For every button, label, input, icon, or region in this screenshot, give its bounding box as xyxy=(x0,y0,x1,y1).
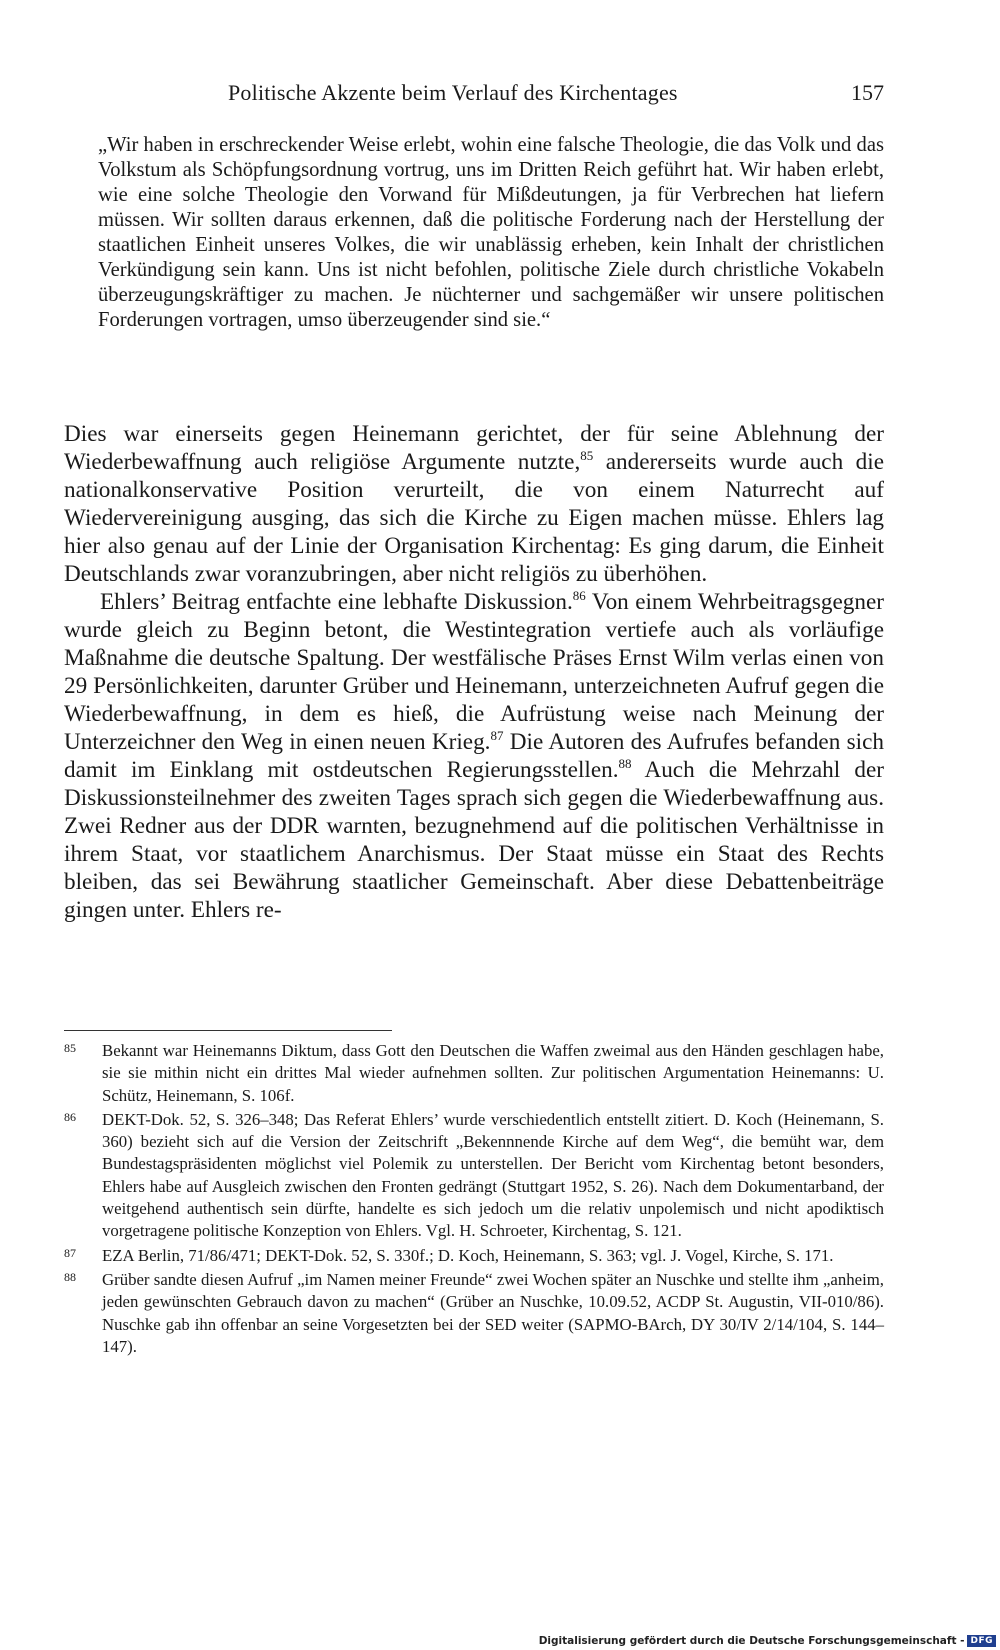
main-text xyxy=(64,420,884,924)
footnote-text: Grüber sandte diesen Aufruf „im Namen meiner Freunde“ zwei Wochen später an Nuschke und stellte ihm „anheim, jeden gewünschten Gebrauch davon zu machen“ (Grüber an Nuschke, 10.09.52, ACDP St. Augustin, VII-010/86). Nuschke gab ihn offenbar an seine Vorgesetzten bei der SED weiter (SAPMO-BArch, DY 30/IV 2/14/104, S. 144–147). xyxy=(102,1269,884,1356)
dfg-logo: DFG xyxy=(967,1635,996,1647)
footnote-text: Bekannt war Heinemanns Diktum, dass Gott den Deutschen die Waffen zweimal aus den Händen geschlagen habe, sie sie mithin nicht ein drittes Mal wieder aufnehmen sollten. Zur politischen Argumentation Heinemanns: U. Schütz, Heinemann, S. 106f. xyxy=(102,1041,884,1105)
footnote-number: 86 xyxy=(64,1109,76,1124)
footnote-ref-88: 88 xyxy=(618,756,632,771)
footnote-number: 87 xyxy=(64,1245,76,1260)
paragraph-2: Ehlers’ Beitrag entfachte eine lebhafte Diskussion.$^{86}$ Von einem Wehrbeitragsgegner wurde gleich zu Beginn betont, die Westintegration vertiefe auch als vorläufige Maßnahme die deutsche Spaltung. Der westfälische Präses Ernst Wilm verlas einen von 29 Persönlichkeiten, darunter Grüber und Heinemann, unterzeichneten Aufruf gegen die Wiederbewaffnung, in dem es hieß, die Aufrüstung weise nach Meinung der Unterzeichner den Weg in einen neuen Krieg.$^{87}$ Die Autoren des Aufrufes befanden sich damit im Einklang mit ostdeutschen Regierungsstellen.$^{88}$ Auch die Mehrzahl der Diskussionsteilnehmer des zweiten Tages sprach sich gegen die Wiederbewaffnung aus. Zwei Redner aus der DDR warnten, bezugnehmend auf die politischen Verhältnisse in ihrem Staat, vor staatlichem Anarchismus. Der Staat müsse ein Staat des Rechts bleiben, das sei Bewährung staatlicher Gemeinschaft. Aber diese Debattenbeiträge gingen unter. Ehlers re- xyxy=(64,588,884,923)
footnote-separator xyxy=(64,1030,392,1031)
footnote-text: EZA Berlin, 71/86/471; DEKT-Dok. 52, S. 330f.; D. Koch, Heinemann, S. 363; vgl. J. Vogel, Kirche, S. 171. xyxy=(102,1245,834,1265)
footnote-85 xyxy=(64,1040,884,1107)
paragraph-1: Dies war einerseits gegen Heinemann gerichtet, der für seine Ablehnung der Wiederbewaffnung auch religiöse Argumente nutzte,$^{85}$ andererseits wurde auch die nationalkonservative Position verurteilt, die von einem Naturrecht auf Wiedervereinigung ausging, das sich die Kirche zu Eigen machen müsse. Ehlers lag hier also genau auf der Linie der Organisation Kirchentag: Es ging darum, die Einheit Deutschlands zwar voranzubringen, aber nicht religiös zu überhöhen. xyxy=(64,421,885,587)
footnote-ref-87: 87 xyxy=(490,728,504,743)
footnote-text: DEKT-Dok. 52, S. 326–348; Das Referat Ehlers’ wurde verschiedentlich entstellt zitiert. D. Koch (Heinemann, S. 360) bezieht sich auf die Version der Zeitschrift „Bekennnende Kirche auf dem Weg“, die bemüht war, dem Bundestagspräsidenten möglichst viel Polemik zu unterstellen. Der Bericht vom Kirchentag betont besonders, Ehlers habe auf Ausgleich zwischen den Fronten gedrängt (Stuttgart 1952, S. 26). Nach dem Dokumentarband, der weitgehend authentisch sein dürfte, handelte es sich jedoch um die relativ unpolemisch und nicht apodiktisch vorgetragene politische Konzeption von Ehlers. Vgl. H. Schroeter, Kirchentag, S. 121. xyxy=(102,1109,884,1241)
footnote-86 xyxy=(64,1109,884,1243)
page-number: 157 xyxy=(851,80,884,105)
footnotes xyxy=(64,1040,884,1360)
credit-text: Digitalisierung gefördert durch die Deutsche Forschungsgemeinschaft - xyxy=(538,1635,965,1647)
footnote-ref-86: 86 xyxy=(572,588,586,603)
digitization-credit xyxy=(539,1635,996,1647)
footnote-ref-85: 85 xyxy=(580,448,594,463)
footnote-88 xyxy=(64,1269,884,1358)
block-quote: „Wir haben in erschreckender Weise erlebt, wohin eine falsche Theologie, die das Volk und das Volkstum als Schöpfungsordnung vortrug, uns im Dritten Reich geführt hat. Wir haben erlebt, wie eine solche Theologie den Vorwand für Mißdeutungen, ja für Verbrechen hat liefern müssen. Wir sollten daraus erkennen, daß die politische Forderung nach der Herstellung der staatlichen Einheit unseres Volkes, die wir unablässig erheben, kein Inhalt der christlichen Verkündigung sein kann. Uns ist nicht befohlen, politische Ziele durch christliche Vokabeln überzeugungskräftiger zu machen. Je nüchterner und sachgemäßer wir unsere politischen Forderungen vortragen, umso überzeugender sind sie.“ xyxy=(98,134,884,331)
page-header xyxy=(64,80,884,110)
running-title: Politische Akzente beim Verlauf des Kirchentages xyxy=(228,80,678,105)
footnote-87 xyxy=(64,1245,884,1267)
footnote-number: 85 xyxy=(64,1041,76,1055)
footnote-number: 88 xyxy=(64,1269,76,1284)
